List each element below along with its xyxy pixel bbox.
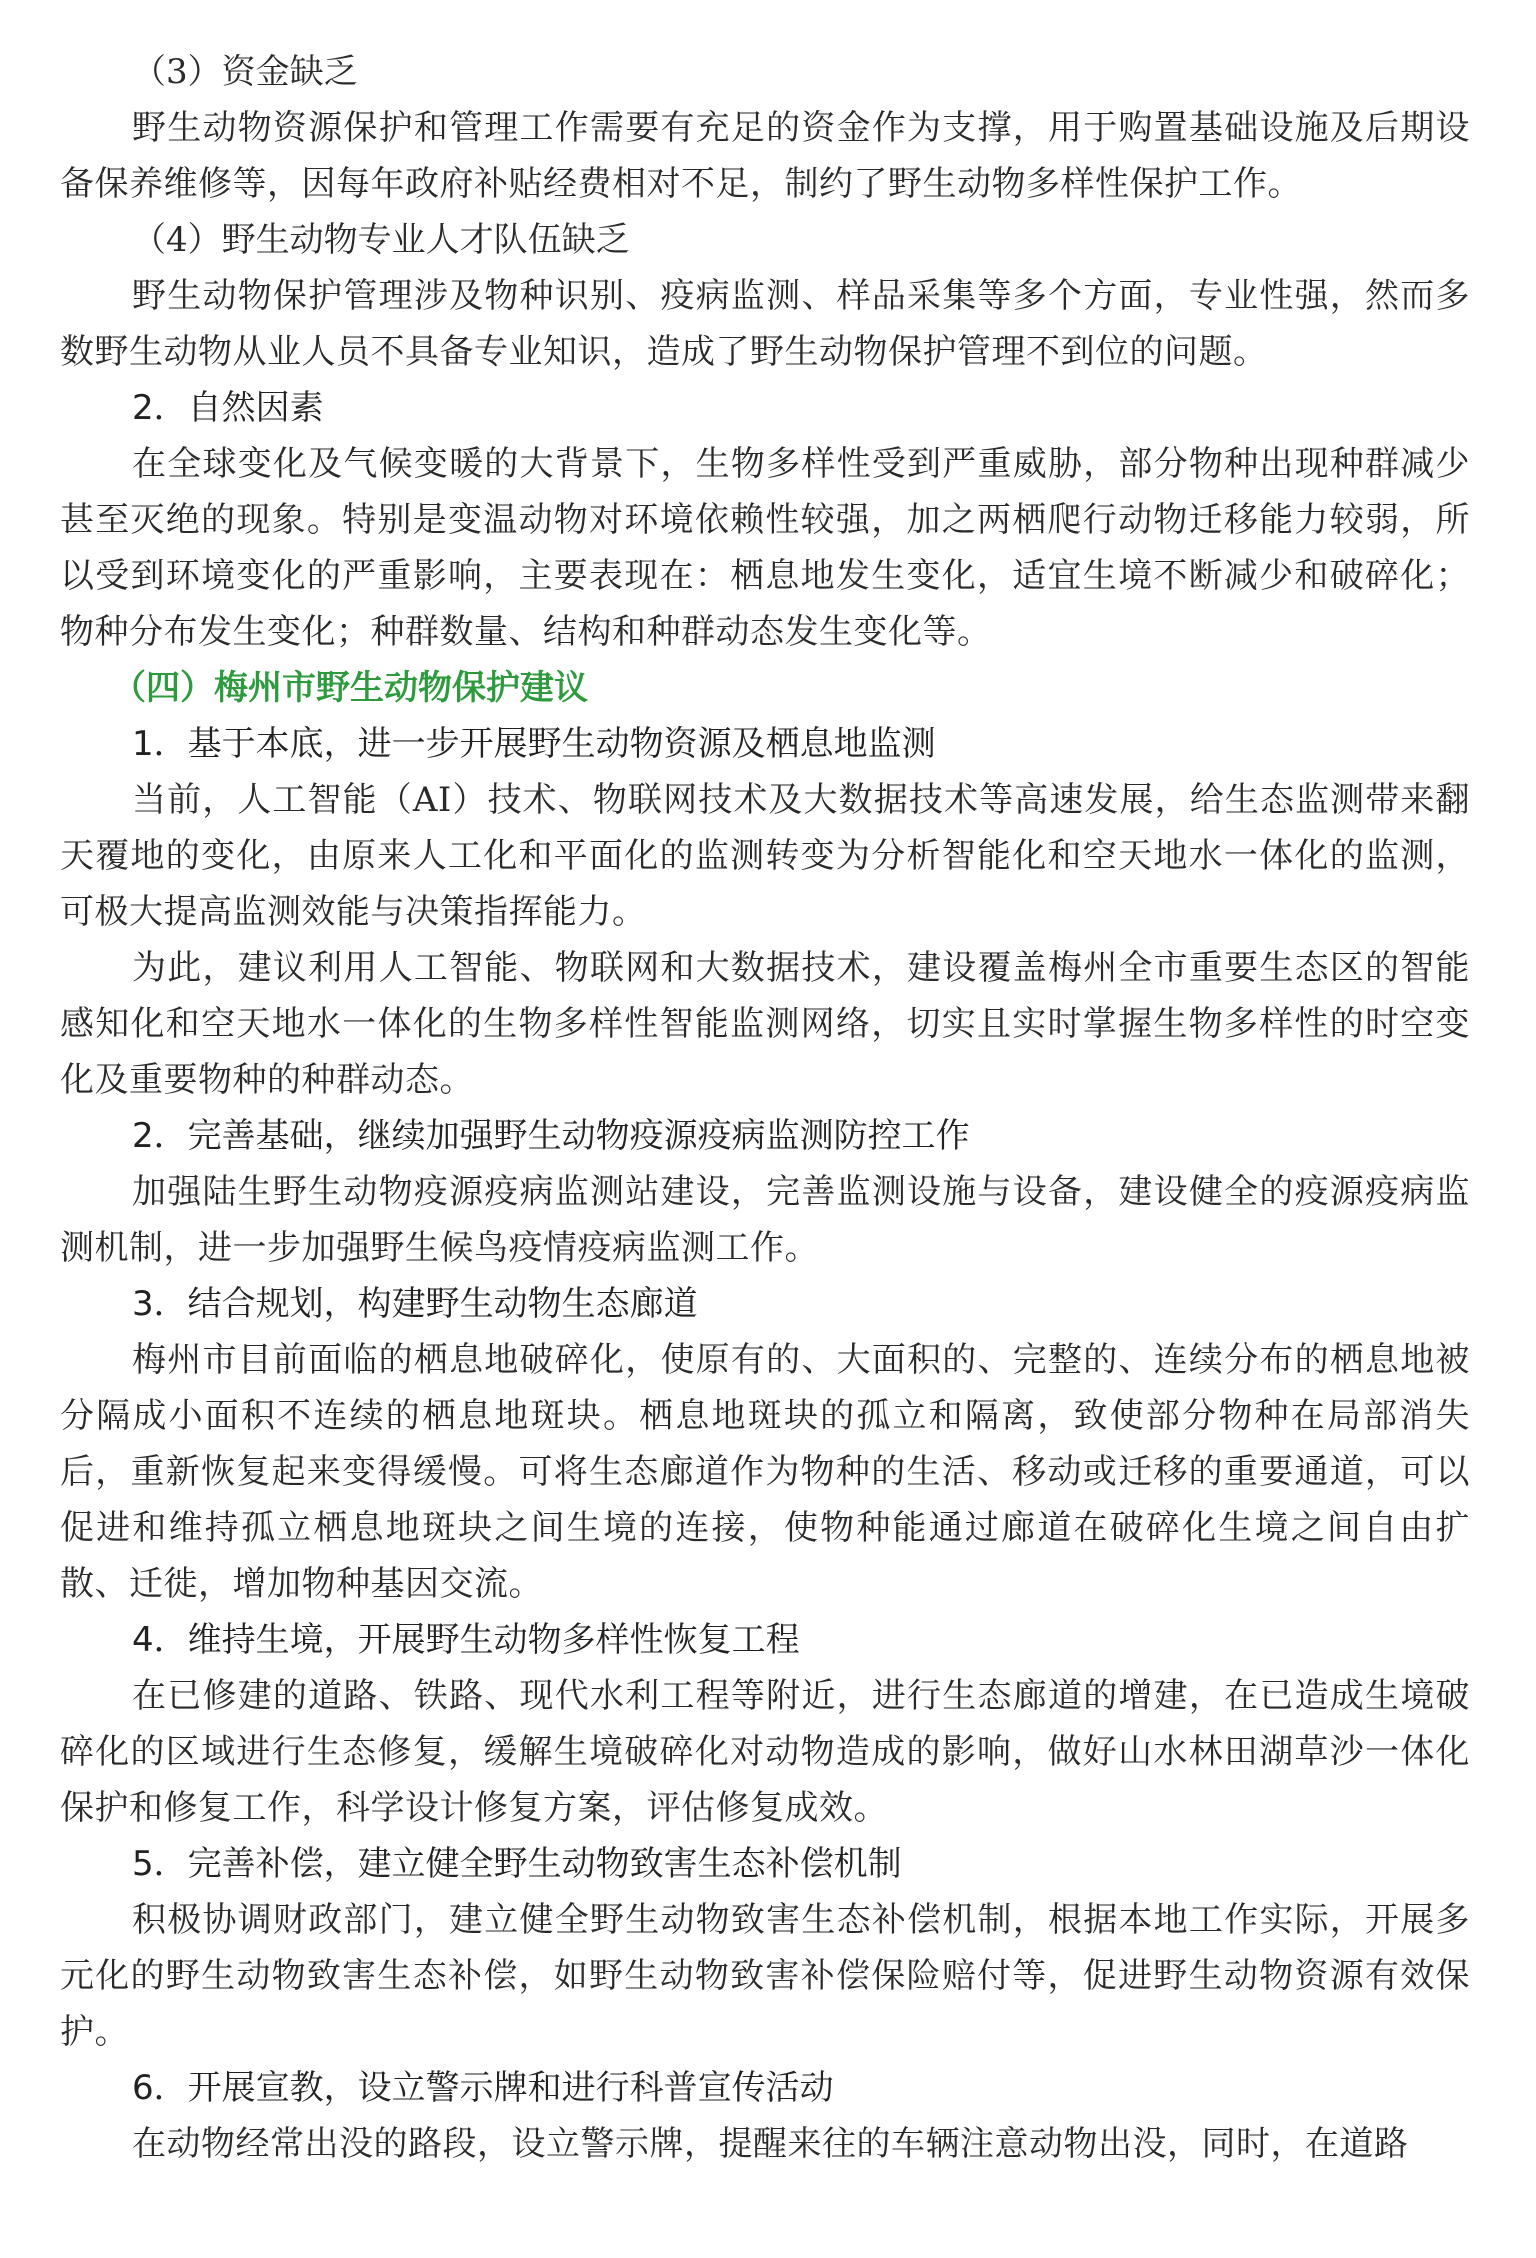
paragraph-suggestion-1a: 当前，人工智能（AI）技术、物联网技术及大数据技术等高速发展，给生态监测带来翻天覆地的变化，由原来人工化和平面化的监测转变为分析智能化和空天地水一体化的监测，可极大提高监测效能与决策指挥能力。 xyxy=(60,780,1470,932)
paragraph-suggestion-4: 在已修建的道路、铁路、现代水利工程等附近，进行生态廊道的增建，在已造成生境破碎化的区域进行生态修复，缓解生境破碎化对动物造成的影响，做好山水林田湖草沙一体化保护和修复工作，科学设计修复方案，评估修复成效。 xyxy=(60,1676,1470,1828)
section-heading-suggestions: （四）梅州市野生动物保护建议 xyxy=(112,668,588,708)
heading-suggestion-5: 5．完善补偿，建立健全野生动物致害生态补偿机制 xyxy=(132,1844,902,1884)
heading-suggestion-3: 3．结合规划，构建野生动物生态廊道 xyxy=(132,1284,698,1324)
heading-suggestion-4: 4．维持生境，开展野生动物多样性恢复工程 xyxy=(132,1620,800,1660)
subheading-funding: （3）资金缺乏 xyxy=(132,52,358,92)
paragraph-suggestion-2: 加强陆生野生动物疫源疫病监测站建设，完善监测设施与设备，建设健全的疫源疫病监测机制，进一步加强野生候鸟疫情疫病监测工作。 xyxy=(60,1172,1470,1268)
paragraph-suggestion-3: 梅州市目前面临的栖息地破碎化，使原有的、大面积的、完整的、连续分布的栖息地被分隔成小面积不连续的栖息地斑块。栖息地斑块的孤立和隔离，致使部分物种在局部消失后，重新恢复起来变得缓慢。可将生态廊道作为物种的生活、移动或迁移的重要通道，可以促进和维持孤立栖息地斑块之间生境的连接，使物种能通过廊道在破碎化生境之间自由扩散、迁徙，增加物种基因交流。 xyxy=(60,1340,1470,1604)
heading-suggestion-6: 6．开展宣教，设立警示牌和进行科普宣传活动 xyxy=(132,2068,834,2108)
paragraph-talent: 野生动物保护管理涉及物种识别、疫病监测、样品采集等多个方面，专业性强，然而多数野生动物从业人员不具备专业知识，造成了野生动物保护管理不到位的问题。 xyxy=(60,276,1470,372)
heading-natural-factors: 2．自然因素 xyxy=(132,388,324,428)
paragraph-funding: 野生动物资源保护和管理工作需要有充足的资金作为支撑，用于购置基础设施及后期设备保养维修等，因每年政府补贴经费相对不足，制约了野生动物多样性保护工作。 xyxy=(60,108,1470,204)
paragraph-suggestion-6: 在动物经常出没的路段，设立警示牌，提醒来往的车辆注意动物出没，同时，在道路 xyxy=(132,2124,1409,2164)
paragraph-natural-factors: 在全球变化及气候变暖的大背景下，生物多样性受到严重威胁，部分物种出现种群减少甚至灭绝的现象。特别是变温动物对环境依赖性较强，加之两栖爬行动物迁移能力较弱，所以受到环境变化的严重影响，主要表现在：栖息地发生变化，适宜生境不断减少和破碎化；物种分布发生变化；种群数量、结构和种群动态发生变化等。 xyxy=(60,444,1470,652)
subheading-talent: （4）野生动物专业人才队伍缺乏 xyxy=(132,220,630,260)
heading-suggestion-1: 1．基于本底，进一步开展野生动物资源及栖息地监测 xyxy=(132,724,936,764)
paragraph-suggestion-1b: 为此，建议利用人工智能、物联网和大数据技术，建设覆盖梅州全市重要生态区的智能感知化和空天地水一体化的生物多样性智能监测网络，切实且实时掌握生物多样性的时空变化及重要物种的种群动态。 xyxy=(60,948,1470,1100)
heading-suggestion-2: 2．完善基础，继续加强野生动物疫源疫病监测防控工作 xyxy=(132,1116,970,1156)
paragraph-suggestion-5: 积极协调财政部门，建立健全野生动物致害生态补偿机制，根据本地工作实际，开展多元化的野生动物致害生态补偿，如野生动物致害补偿保险赔付等，促进野生动物资源有效保护。 xyxy=(60,1900,1470,2052)
document-page xyxy=(60,44,1470,2172)
